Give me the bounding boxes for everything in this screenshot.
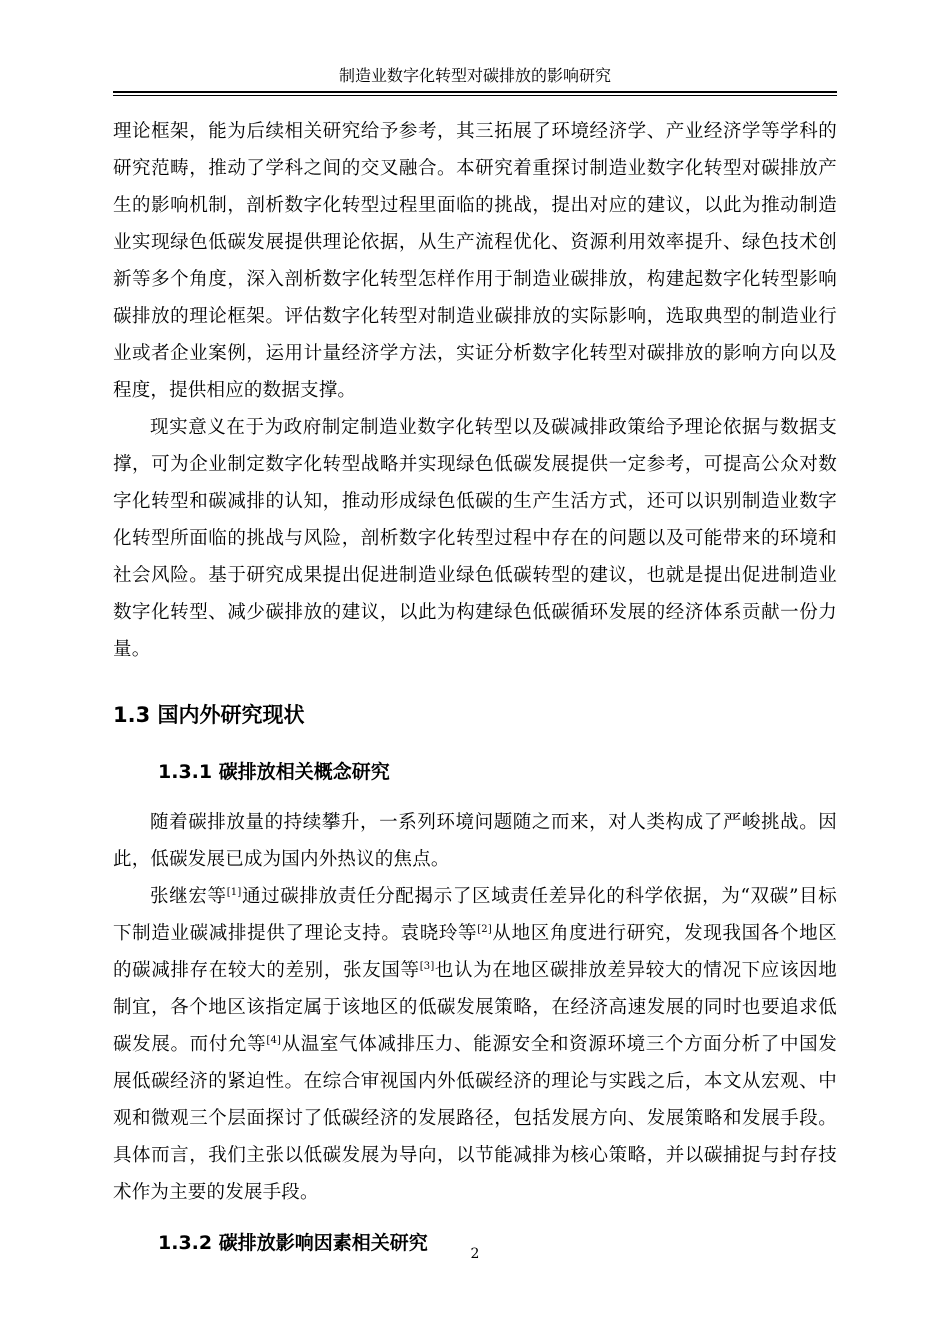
header-rule-thick — [113, 91, 837, 93]
citation-ref-1: [1] — [226, 887, 242, 898]
text-run: 从地区角度进行研究，发现我国各个地区的碳减排存在较大的差别，张友国等 — [113, 923, 837, 981]
paragraph-literature-review — [113, 878, 837, 1211]
header-rule-thin — [113, 95, 837, 96]
subsection-heading-1-3-1: 1.3.1 碳排放相关概念研究 — [158, 761, 390, 783]
text-run: 张继宏等 — [150, 886, 227, 907]
paragraph-carbon-rise: 随着碳排放量的持续攀升，一系列环境问题随之而来，对人类构成了严峻挑战。因此，低碳发展已成为国内外热议的焦点。 — [113, 812, 837, 870]
text-run: 通过碳排放责任分配揭示了区域责任差异化的科学依据，为“双碳”目标下制造业碳减排提供了理论支持。袁晓玲等 — [113, 886, 837, 944]
running-header: 制造业数字化转型对碳排放的影响研究 — [338, 66, 611, 85]
citation-ref-4: [4] — [266, 1035, 282, 1046]
subsection-heading-1-3-2: 1.3.2 碳排放影响因素相关研究 — [158, 1232, 428, 1254]
citation-ref-2: [2] — [477, 924, 492, 935]
page-body — [113, 113, 837, 1275]
paragraph-practical-significance: 现实意义在于为政府制定制造业数字化转型以及碳减排政策给予理论依据与数据支撑，可为企业制定数字化转型战略并实现绿色低碳发展提供一定参考，可提高公众对数字化转型和碳减排的认知，推动形成绿色低碳的生产生活方式，还可以识别制造业数字化转型所面临的挑战与风险，剖析数字化转型过程中存在的问题以及可能带来的环境和社会风险。基于研究成果提出促进制造业绿色低碳转型的建议，也就是提出促进制造业数字化转型、减少碳排放的建议，以此为构建绿色低碳循环发展的经济体系贡献一份力量。 — [113, 417, 837, 660]
text-run: 从温室气体减排压力、能源安全和资源环境三个方面分析了中国发展低碳经济的紧迫性。在综合审视国内外低碳经济的理论与实践之后，本文从宏观、中观和微观三个层面探讨了低碳经济的发展路径，包括发展方向、发展策略和发展手段。具体而言，我们主张以低碳发展为导向，以节能减排为核心策略，并以碳捕捉与封存技术作为主要的发展手段。 — [113, 1034, 837, 1203]
paragraph-theory-framework: 理论框架，能为后续相关研究给予参考，其三拓展了环境经济学、产业经济学等学科的研究范畴，推动了学科之间的交叉融合。本研究着重探讨制造业数字化转型对碳排放产生的影响机制，剖析数字化转型过程里面临的挑战，提出对应的建议，以此为推动制造业实现绿色低碳发展提供理论依据，从生产流程优化、资源利用效率提升、绿色技术创新等多个角度，深入剖析数字化转型怎样作用于制造业碳排放，构建起数字化转型影响碳排放的理论框架。评估数字化转型对制造业碳排放的实际影响，选取典型的制造业行业或者企业案例，运用计量经济学方法，实证分析数字化转型对碳排放的影响方向以及程度，提供相应的数据支撑。 — [113, 121, 837, 401]
section-heading-1-3: 1.3 国内外研究现状 — [113, 703, 305, 727]
page-number: 2 — [470, 1246, 480, 1262]
citation-ref-3: [3] — [419, 961, 435, 972]
text-run: 也认为在地区碳排放差异较大的情况下应该因地制宜，各个地区该指定属于该地区的低碳发展策略，在经济高速发展的同时也要追求低碳发展。而付允等 — [113, 960, 838, 1055]
